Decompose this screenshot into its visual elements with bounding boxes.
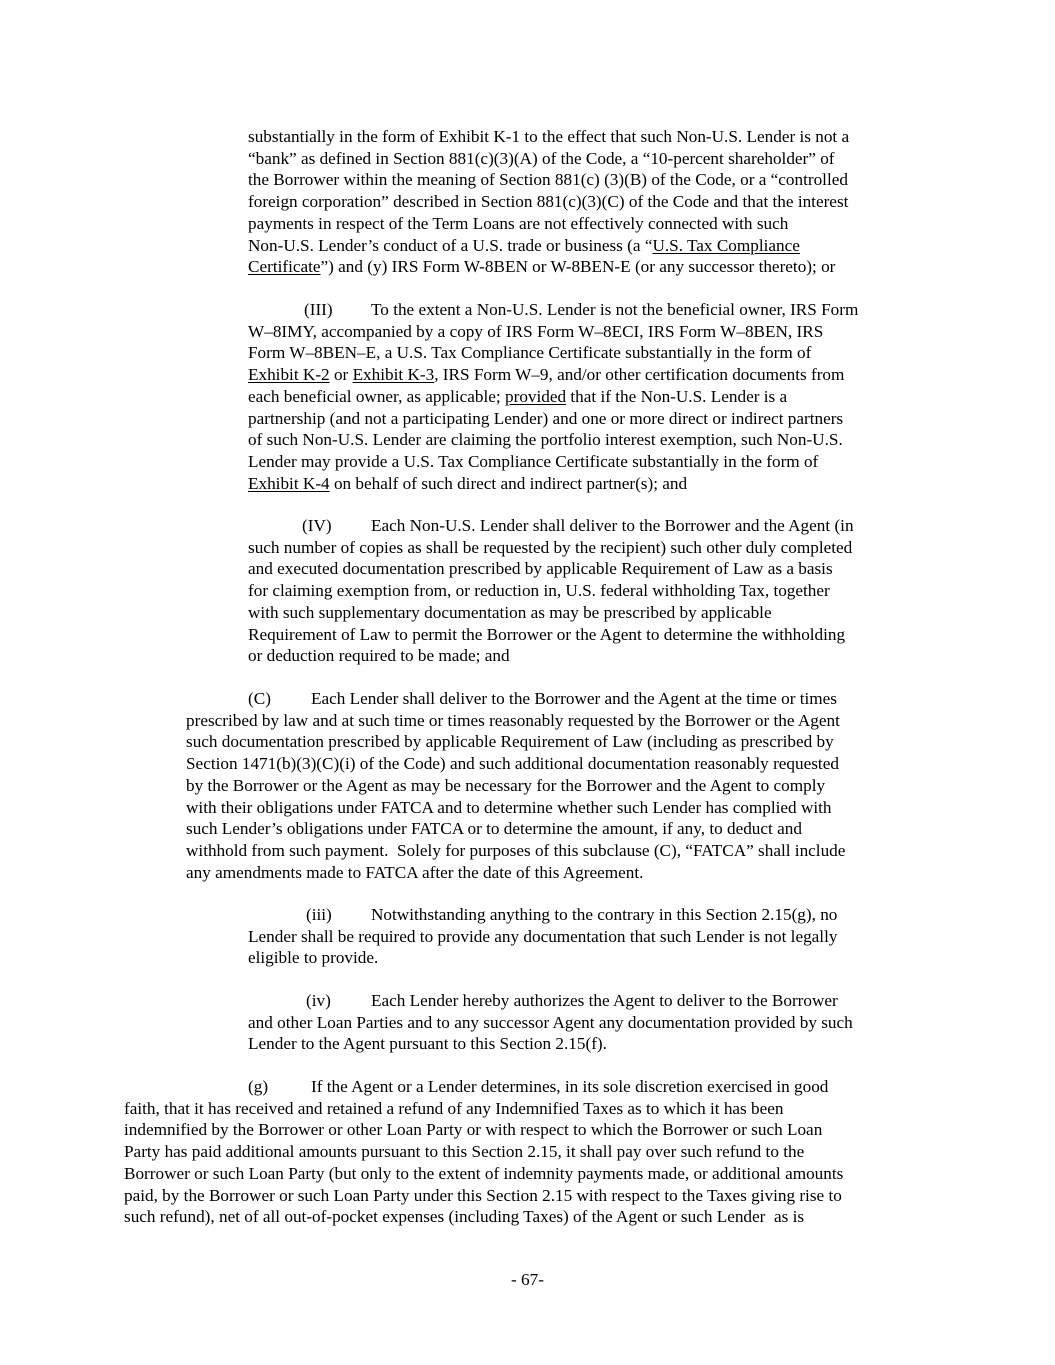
text-line: and executed documentation prescribed by applicable Requirement of Law as a basis (248, 559, 833, 579)
text-line (248, 386, 858, 408)
text-run: each beneficial owner, as applicable; (248, 386, 505, 406)
text-line: or deduction required to be made; and (248, 646, 510, 666)
clause-label: (iii) (306, 905, 332, 924)
text-line: indemnified by the Borrower or other Loan Party or with respect to which the Borrower or such Loan (124, 1120, 823, 1140)
text-line: substantially in the form of Exhibit K-1 to the effect that such Non-U.S. Lender is not a (248, 127, 850, 146)
text-run: on behalf of such direct and indirect partner(s); and (329, 473, 688, 493)
text-line: Form W–8BEN–E, a U.S. Tax Compliance Certificate substantially in the form of (248, 343, 812, 363)
defined-term: Certificate (248, 257, 321, 277)
text-line (248, 515, 854, 537)
text-line: eligible to provide. (248, 948, 379, 968)
text-line: with their obligations under FATCA and to determine whether such Lender has complied with (186, 797, 832, 817)
paragraph-iii (248, 904, 837, 969)
text-run: ”) and (y) IRS Form W-8BEN or W-8BEN-E (or any successor thereto); or (320, 257, 836, 277)
text-line: Section 1471(b)(3)(C)(i) of the Code) and such additional documentation reasonably requested (186, 754, 839, 774)
text-line: for claiming exemption from, or reduction in, U.S. federal withholding Tax, together (248, 581, 830, 601)
text-run: To the extent a Non-U.S. Lender is not the beneficial owner, IRS Form (371, 300, 859, 319)
text-line: with such supplementary documentation as may be prescribed by applicable (248, 602, 772, 622)
text-line: paid, by the Borrower or such Loan Party under this Section 2.15 with respect to the Taxes giving rise to (124, 1185, 842, 1205)
text-run: Each Non-U.S. Lender shall deliver to the Borrower and the Agent (in (371, 516, 854, 535)
text-line: W–8IMY, accompanied by a copy of IRS Form W–8ECI, IRS Form W–8BEN, IRS (248, 321, 824, 341)
text-line: foreign corporation” described in Section 881(c)(3)(C) of the Code and that the interest (248, 192, 849, 212)
clause-label: (g) (248, 1077, 269, 1096)
text-line: payments in respect of the Term Loans are not effectively connected with such (248, 213, 789, 233)
text-line: such Lender’s obligations under FATCA or to determine the amount, if any, to deduct and (186, 819, 802, 839)
text-line (248, 904, 837, 926)
text-line (248, 235, 849, 257)
defined-term: provided (505, 386, 567, 406)
paragraph-IV (248, 515, 854, 667)
exhibit-reference: Exhibit K-3 (352, 365, 435, 385)
paragraph-C (186, 688, 845, 883)
exhibit-reference: Exhibit K-4 (248, 473, 330, 493)
clause-label: (iv) (306, 991, 331, 1010)
text-line: faith, that it has received and retained a refund of any Indemnified Taxes as to which it has been (124, 1098, 784, 1118)
text-line (248, 299, 858, 321)
text-line: partnership (and not a participating Lender) and one or more direct or indirect partners (248, 408, 844, 428)
text-line: Lender may provide a U.S. Tax Compliance Certificate substantially in the form of (248, 451, 819, 471)
text-line: and other Loan Parties and to any successor Agent any documentation provided by such (248, 1012, 853, 1032)
text-line (186, 688, 845, 710)
text-line: Borrower or such Loan Party (but only to the extent of indemnity payments made, or additional amounts (124, 1163, 844, 1183)
text-run: , IRS Form W–9, and/or other certification documents from (434, 365, 845, 385)
text-line: such number of copies as shall be requested by the recipient) such other duly completed (248, 537, 853, 557)
defined-term: U.S. Tax Compliance (652, 235, 800, 255)
text-line: Requirement of Law to permit the Borrower or the Agent to determine the withholding (248, 624, 846, 644)
text-run: that if the Non-U.S. Lender is a (566, 386, 788, 406)
text-line: withhold from such payment. Solely for purposes of this subclause (C), “FATCA” shall include (186, 840, 846, 860)
text-line: such refund), net of all out-of-pocket expenses (including Taxes) of the Agent or such Lender as is (124, 1207, 805, 1227)
text-run: If the Agent or a Lender determines, in its sole discretion exercised in good (311, 1077, 829, 1096)
exhibit-reference: Exhibit K-2 (248, 365, 330, 385)
text-line: Lender shall be required to provide any documentation that such Lender is not legally (248, 926, 838, 946)
text-line: Party has paid additional amounts pursuant to this Section 2.15, it shall pay over such refund to the (124, 1142, 805, 1162)
text-run: Non-U.S. Lender’s conduct of a U.S. trade or business (a “ (248, 235, 653, 255)
text-line (248, 473, 858, 495)
text-line (124, 1076, 843, 1098)
text-run: Each Lender shall deliver to the Borrower and the Agent at the time or times (311, 689, 837, 708)
clause-label: (IV) (302, 516, 332, 535)
text-run: Notwithstanding anything to the contrary in this Section 2.15(g), no (371, 905, 838, 924)
text-line (248, 256, 849, 278)
text-line: such documentation prescribed by applicable Requirement of Law (including as prescribed by (186, 732, 834, 752)
text-line: by the Borrower or the Agent as may be necessary for the Borrower and the Agent to comply (186, 775, 826, 795)
page-number: - 67- (511, 1270, 544, 1289)
paragraph-III (248, 299, 858, 494)
paragraph-g (124, 1076, 843, 1228)
clause-label: (III) (304, 300, 333, 319)
text-line: any amendments made to FATCA after the date of this Agreement. (186, 862, 644, 882)
text-line (248, 364, 858, 386)
text-line: prescribed by law and at such time or times reasonably requested by the Borrower or the Agent (186, 710, 840, 730)
clause-label: (C) (248, 689, 271, 708)
text-line: the Borrower within the meaning of Section 881(c) (3)(B) of the Code, or a “controlled (248, 170, 848, 190)
paragraph-iv (248, 990, 853, 1055)
text-line: “bank” as defined in Section 881(c)(3)(A) of the Code, a “10-percent shareholder” of (248, 148, 835, 168)
text-line: Lender to the Agent pursuant to this Section 2.15(f). (248, 1034, 607, 1054)
text-run: or (329, 365, 353, 385)
text-line: of such Non-U.S. Lender are claiming the portfolio interest exemption, such Non-U.S. (248, 430, 843, 450)
text-run: Each Lender hereby authorizes the Agent to deliver to the Borrower (371, 991, 838, 1010)
text-line (248, 990, 853, 1012)
paragraph-continuation (248, 126, 849, 278)
